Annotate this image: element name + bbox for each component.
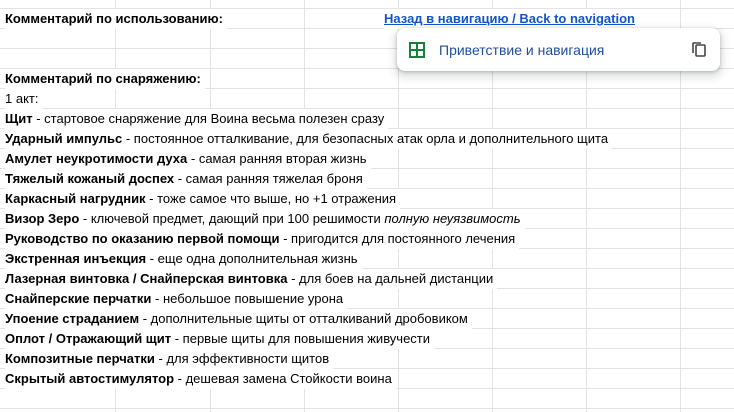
- equipment-item-name: Экстренная инъекция: [5, 251, 147, 266]
- equipment-item-name: Оплот / Отражающий щит: [5, 331, 172, 346]
- equipment-row[interactable]: [5, 349, 333, 369]
- equipment-item-name: Тяжелый кожаный доспех: [5, 171, 175, 186]
- equipment-row[interactable]: [5, 189, 400, 209]
- act-cell[interactable]: [5, 89, 42, 109]
- equipment-item-name: Амулет неукротимости духа: [5, 151, 188, 166]
- usage-comment-label: Комментарий по использованию:: [5, 11, 223, 26]
- link-preview-title[interactable]: Приветствие и навигация: [439, 42, 605, 58]
- link-preview-chip[interactable]: [397, 28, 720, 71]
- equipment-item-description: - дешевая замена Стойкости воина: [174, 371, 392, 386]
- equipment-row[interactable]: [5, 329, 434, 349]
- equipment-item-name: Каркасный нагрудник: [5, 191, 146, 206]
- equipment-row[interactable]: [5, 309, 472, 329]
- equipment-item-description: - самая ранняя вторая жизнь: [187, 151, 367, 166]
- equipment-row[interactable]: [5, 289, 347, 309]
- equipment-item-description: - еще одна дополнительная жизнь: [146, 251, 358, 266]
- equipment-item-description: - стартовое снаряжение для Воина весьма полезен сразу: [32, 111, 385, 126]
- equipment-comment-label: Комментарий по снаряжению:: [5, 71, 201, 86]
- equipment-row[interactable]: [5, 149, 371, 169]
- equipment-item-name: Композитные перчатки: [5, 351, 155, 366]
- equipment-item-description: - небольшое повышение урона: [151, 291, 344, 306]
- equipment-item-name: Щит: [5, 111, 33, 126]
- equipment-row[interactable]: [5, 209, 525, 229]
- back-to-navigation-link[interactable]: Назад в навигацию / Back to navigation: [384, 9, 639, 29]
- equipment-item-description: - ключевой предмет, дающий при 100 решимости: [79, 211, 385, 226]
- equipment-item-name: Скрытый автостимулятор: [5, 371, 175, 386]
- act-label: 1 акт:: [5, 91, 39, 106]
- equipment-row[interactable]: [5, 109, 388, 129]
- equipment-item-name: Лазерная винтовка / Снайперская винтовка: [5, 271, 288, 286]
- row-gridline: [0, 408, 734, 409]
- equipment-item-name: Руководство по оказанию первой помощи: [5, 231, 280, 246]
- equipment-item-description: - тоже самое что выше, но +1 отражения: [145, 191, 397, 206]
- equipment-item-description: - первые щиты для повышения живучести: [171, 331, 431, 346]
- equipment-item-description: - для боев на дальней дистанции: [287, 271, 494, 286]
- equipment-row[interactable]: [5, 269, 497, 289]
- equipment-item-description: - пригодится для постоянного лечения: [279, 231, 516, 246]
- equipment-item-emphasis: полную неуязвимость: [384, 211, 521, 226]
- equipment-row[interactable]: [5, 369, 396, 389]
- usage-comment-cell[interactable]: [5, 9, 227, 29]
- sheets-grid-icon: [409, 42, 425, 58]
- equipment-item-description: - дополнительные щиты от отталкиваний дробовиком: [139, 311, 468, 326]
- equipment-item-name: Визор Зеро: [5, 211, 80, 226]
- copy-icon[interactable]: [689, 40, 709, 60]
- equipment-row[interactable]: [5, 129, 612, 149]
- equipment-item-description: - для эффективности щитов: [154, 351, 330, 366]
- equipment-item-name: Упоение страданием: [5, 311, 140, 326]
- equipment-row[interactable]: [5, 249, 362, 269]
- equipment-item-description: - постоянное отталкивание, для безопасных атак орла и дополнительного щита: [122, 131, 609, 146]
- equipment-item-description: - самая ранняя тяжелая броня: [174, 171, 363, 186]
- equipment-comment-cell[interactable]: [5, 69, 205, 89]
- equipment-item-name: Ударный импульс: [5, 131, 123, 146]
- equipment-row[interactable]: [5, 169, 367, 189]
- equipment-row[interactable]: [5, 229, 519, 249]
- equipment-item-name: Снайперские перчатки: [5, 291, 152, 306]
